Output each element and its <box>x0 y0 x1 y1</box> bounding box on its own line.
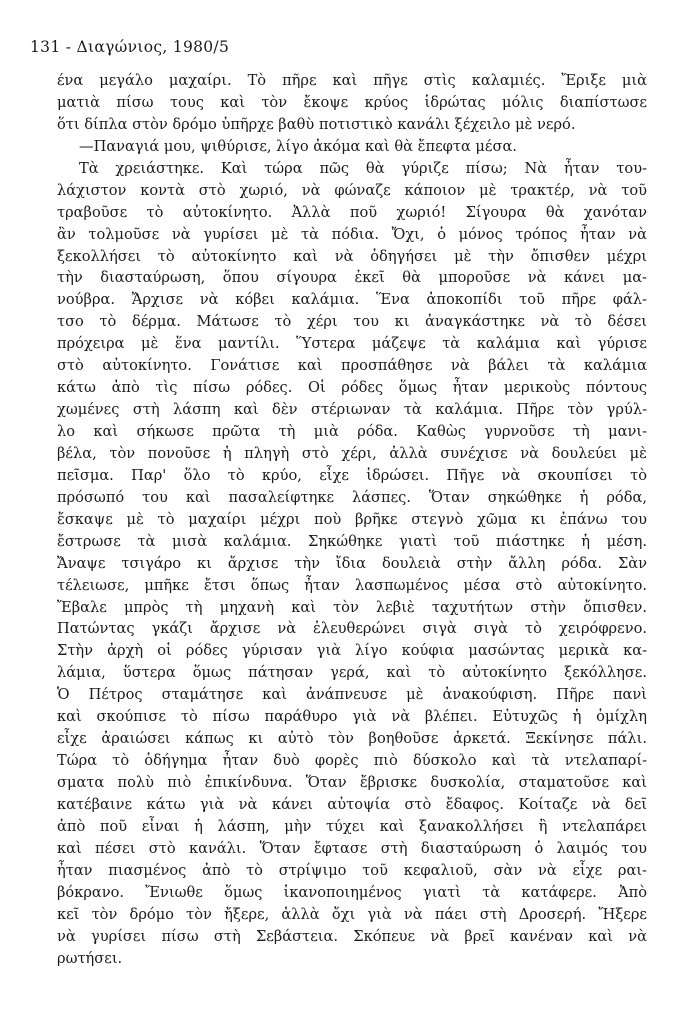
body-text <box>57 70 647 969</box>
text-line: βέλα, τὸν πονοῦσε ἡ πληγὴ στὸ χέρι, ἀλλὰ συνέχισε νὰ δουλεύει μὲ <box>57 444 647 462</box>
text-line: τραβοῦσε τὸ αὐτοκίνητο. Ἀλλὰ ποῦ χωριό! Σίγουρα θὰ χανόταν <box>57 203 647 221</box>
text-line: καὶ πέσει στὸ κανάλι. Ὅταν ἔφτασε στὴ διασταύρωση ὁ λαιμός του <box>57 839 647 857</box>
text-line: τσο τὸ δέρμα. Μάτωσε τὸ χέρι του κι ἀναγκάστηκε νὰ τὸ δέσει <box>57 313 647 331</box>
text-line: πρόσωπό του καὶ πασαλείφτηκε λάσπες. Ὅταν σηκώθηκε ἡ ρόδα, <box>57 488 647 506</box>
text-line: κεῖ τὸν δρόμο τὸν ἤξερε, ἀλλὰ ὄχι γιὰ νὰ πάει στὴ Δροσερή. Ἤξερε <box>57 905 647 923</box>
text-line: ένα μεγάλο μαχαίρι. Τὸ πῆρε καὶ πῆγε στὶς καλαμιές. Ἔριξε μιὰ <box>57 72 647 89</box>
text-line: ἂν τολμοῦσε νὰ γυρίσει μὲ τὰ πόδια. Ὄχι, ὁ μόνος τρόπος ἦταν νὰ <box>57 225 647 243</box>
text-line: Στὴν ἀρχὴ οἱ ρόδες γύρισαν γιὰ λίγο κούφια μασώντας μερικὰ κα- <box>57 642 647 660</box>
text-line: βόκρανο. Ἔνιωθε ὅμως ἱκανοποιημένος γιατὶ τὰ κατάφερε. Ἀπὸ <box>57 883 647 901</box>
text-line: τέλειωσε, μπῆκε ἔτσι ὅπως ἦταν λασπωμένος μέσα στὸ αὐτοκίνητο. <box>57 576 647 594</box>
text-line: —Παναγιά μου, ψιθύρισε, λίγο ἀκόμα καὶ θὰ ἔπεφτα μέσα. <box>79 137 517 155</box>
text-line: λο καὶ σήκωσε πρῶτα τὴ μιὰ ρόδα. Καθὼς γυρνοῦσε τὴ μανι- <box>57 423 647 440</box>
page-header: 131 - Διαγώνιος, 1980/5 <box>30 38 230 56</box>
text-line: Τώρα τὸ ὁδήγημα ἦταν δυὸ φορὲς πιὸ δύσκολο καὶ τὰ ντελαπαρί- <box>57 752 647 770</box>
text-line: κάτω ἀπὸ τὶς πίσω ρόδες. Οἱ ρόδες ὅμως ἦταν μερικοὺς πόντους <box>57 379 647 397</box>
text-line: στὸ αὐτοκίνητο. Γονάτισε καὶ προσπάθησε νὰ βάλει τὰ καλάμια <box>57 357 647 375</box>
text-line: πρόχειρα μὲ ἕνα μαντίλι. Ὕστερα μάζεψε τὰ καλάμια καὶ γύρισε <box>57 335 647 353</box>
text-line: νὰ γυρίσει πίσω στὴ Σεβάστεια. Σκόπευε νὰ βρεῖ κανέναν καὶ νὰ <box>57 927 647 945</box>
text-line: ἔσκαψε μὲ τὸ μαχαίρι μέχρι ποὺ βρῆκε στεγνὸ χῶμα κι ἐπάνω του <box>57 510 647 528</box>
text-line: καὶ σκούπισε τὸ πίσω παράθυρο γιὰ νὰ βλέπει. Εὐτυχῶς ἡ ὁμίχλη <box>57 708 647 726</box>
text-line: ρωτήσει. <box>57 949 123 967</box>
text-line: ματιὰ πίσω τους καὶ τὸν ἔκοψε κρύος ἱδρώτας μόλις διαπίστωσε <box>57 93 647 111</box>
text-line: ἔστρωσε τὰ μισὰ καλάμια. Σηκώθηκε γιατὶ τοῦ πιάστηκε ἡ μέση. <box>57 532 647 550</box>
text-line: σματα πολὺ πιὸ ἐπικίνδυνα. Ὅταν ἔβρισκε δυσκολία, σταματοῦσε καὶ <box>57 774 647 791</box>
text-line: πεῖσμα. Παρ' ὅλο τὸ κρύο, εἶχε ἱδρώσει. Πῆγε νὰ σκουπίσει τὸ <box>57 466 647 484</box>
text-line: τὴν διασταύρωση, ὅπου σίγουρα ἐκεῖ θὰ μποροῦσε νὰ κάνει μα- <box>57 269 647 287</box>
text-line: χωμένες στὴ λάσπη καὶ δὲν στέριωναν τὰ καλάμια. Πῆρε τὸν γρύλ- <box>57 401 647 419</box>
text-line: Ἄναψε τσιγάρο κι ἄρχισε τὴν ἴδια δουλειὰ στὴν ἄλλη ρόδα. Σὰν <box>57 554 647 572</box>
text-line: κατέβαινε κάτω γιὰ νὰ κάνει αὐτοψία στὸ ἔδαφος. Κοίταζε νὰ δεῖ <box>57 795 647 813</box>
text-line: λάχιστον κοντὰ στὸ χωριό, νὰ φώναζε κάποιον μὲ τρακτέρ, νὰ τοῦ <box>57 181 647 199</box>
text-line: Πατώντας γκάζι ἄρχισε νὰ ἐλευθερώνει σιγὰ σιγὰ τὸ χειρόφρενο. <box>57 620 647 638</box>
text-line: ξεκολλήσει τὸ αὐτοκίνητο καὶ νὰ ὁδηγήσει μὲ τὴν ὄπισθεν μέχρι <box>57 247 647 265</box>
text-line: Ἔβαλε μπρὸς τὴ μηχανὴ καὶ τὸν λεβιὲ ταχυτήτων στὴν ὄπισθεν. <box>57 598 647 616</box>
text-line: εἶχε ἀραιώσει κάπως κι αὐτὸ τὸν βοηθοῦσε ἀρκετά. Ξεκίνησε πάλι. <box>57 730 647 748</box>
text-line: ἦταν πιασμένος ἀπὸ τὸ στρίψιμο τοῦ κεφαλιοῦ, σὰν νὰ εἶχε ραι- <box>57 861 647 879</box>
text-line: ὅτι δίπλα στὸν δρόμο ὑπῆρχε βαθὺ ποτιστικὸ κανάλι ξέχειλο μὲ νερό. <box>57 115 576 133</box>
text-line: νούβρα. Ἄρχισε νὰ κόβει καλάμια. Ἕνα ἀποκοπίδι τοῦ πῆρε φάλ- <box>57 291 647 309</box>
text-line: Ὁ Πέτρος σταμάτησε καὶ ἀνάπνευσε μὲ ἀνακούφιση. Πῆρε πανὶ <box>57 686 647 704</box>
text-line: Τὰ χρειάστηκε. Καὶ τώρα πῶς θὰ γύριζε πίσω; Νὰ ἦταν του- <box>79 159 647 177</box>
text-line: ἀπὸ ποῦ εἶναι ἡ λάσπη, μὴν τύχει καὶ ξανακολλήσει ἢ ντελαπάρει <box>57 817 647 835</box>
text-line: λάμια, ὕστερα ὅμως πάτησαν γερά, καὶ τὸ αὐτοκίνητο ξεκόλλησε. <box>57 664 647 682</box>
